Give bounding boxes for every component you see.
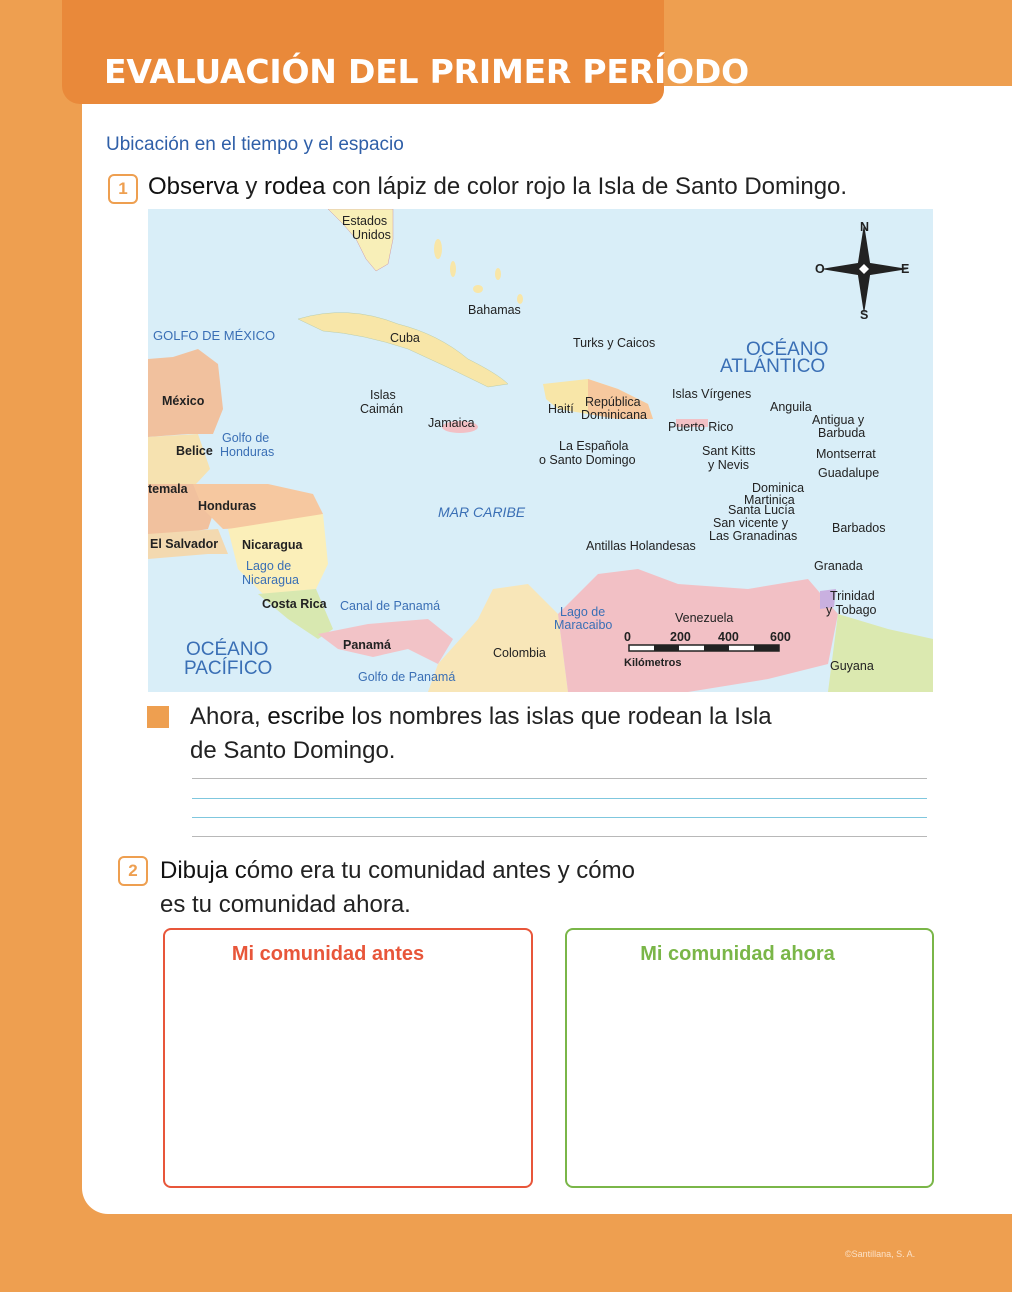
label-trinidad: Trinidad [830,589,875,603]
label-montserrat: Montserrat [816,447,876,461]
label-guyana: Guyana [830,659,874,673]
label-honduras: Honduras [198,499,257,513]
writing-line-2[interactable] [192,798,927,799]
label-lago-maracaibo-1: Lago de [560,605,606,619]
label-belice: Belice [176,444,213,458]
label-estados: Estados [342,214,388,228]
q1-verb-observa: Observa [148,173,239,200]
question-2-number: 2 [118,856,148,886]
label-barbados: Barbados [832,521,886,535]
label-nevis: y Nevis [708,458,749,472]
section-label: Ubicación en el tiempo y el espacio [106,134,404,155]
label-oceano-pacifico-2: PACÍFICO [184,658,273,679]
label-dominica: Dominica [752,481,805,495]
label-bahamas: Bahamas [468,303,521,317]
label-puerto-rico: Puerto Rico [668,420,734,434]
question-1-text [148,170,847,204]
drawing-box-before-title: Mi comunidad antes [231,943,425,965]
label-colombia: Colombia [493,646,546,660]
label-venezuela: Venezuela [675,611,734,625]
label-costa-rica: Costa Rica [262,597,327,611]
q1-instruction-rest: con lápiz de color rojo la Isla de Santo Domingo. [325,173,848,200]
label-unidos: Unidos [352,228,391,242]
label-oceano-atlantico-2: ATLÁNTICO [720,356,826,377]
label-golfo-honduras-2: Honduras [220,445,275,459]
label-guadalupe: Guadalupe [818,466,880,480]
task-text-line-1 [190,700,772,734]
scale-km: Kilómetros [624,657,682,669]
label-golfo-panama: Golfo de Panamá [358,670,456,684]
label-turks: Turks y Caicos [573,336,656,350]
scale-0: 0 [624,630,631,644]
q1-connector: y [238,173,265,200]
label-republica: República [585,395,641,409]
writing-line-1[interactable] [192,778,927,779]
label-lago-nicaragua-1: Lago de [246,559,292,573]
label-tobago: y Tobago [826,603,877,617]
label-haiti: Haití [548,402,574,416]
label-san-vicente: San vicente y [713,516,789,530]
compass-o: O [815,262,825,276]
writing-line-4[interactable] [192,836,927,837]
label-antillas: Antillas Holandesas [586,539,696,553]
label-golfo-mexico: GOLFO DE MÉXICO [153,328,276,343]
q2-verb-dibuja: Dibuja c [160,857,247,884]
label-cuba: Cuba [390,331,420,345]
label-barbuda: Barbuda [818,426,866,440]
label-oceano-pacifico-1: OCÉANO [186,639,269,660]
task-verb-escribe: escribe [267,703,345,730]
label-lago-maracaibo-2: Maracaibo [554,618,613,632]
label-saint-kitts: Sant Kitts [702,444,756,458]
question-1-number: 1 [108,174,138,204]
label-oceano-atlantico-1: OCÉANO [746,339,829,360]
page-title: EVALUACIÓN DEL PRIMER PERÍODO [104,52,749,91]
label-granadinas: Las Granadinas [709,529,798,543]
label-granada: Granada [814,559,863,573]
label-espanola-1: La Española [559,439,629,453]
label-guatemala: temala [148,482,188,496]
compass-s: S [860,308,869,322]
label-golfo-honduras-1: Golfo de [222,431,270,445]
caribbean-map [148,209,933,692]
task-bullet-square [147,706,169,728]
label-lago-nicaragua-2: Nicaragua [242,573,299,587]
mexico-shape [148,349,223,437]
label-panama: Panamá [343,638,391,652]
scale-600: 600 [770,630,791,644]
writing-line-3[interactable] [192,817,927,818]
label-el-salvador: El Salvador [150,537,219,551]
q1-verb-rodea: rodea [264,173,326,200]
label-islas: Islas [370,388,396,402]
label-antigua: Antigua y [812,413,865,427]
label-martinica: Martinica [744,493,795,507]
label-jamaica: Jamaica [428,416,475,430]
scale-200: 200 [670,630,691,644]
scale-400: 400 [718,630,739,644]
scale-bar [629,645,779,651]
label-espanola-2: o Santo Domingo [539,453,636,467]
compass-n: N [860,220,870,234]
drawing-box-before[interactable] [163,928,533,1188]
question-2-line-2: es tu comunidad ahora. [160,891,411,918]
q2-rest-1: ómo era tu comunidad antes y cómo [246,857,635,884]
task-text-a: Ahora, [190,703,268,730]
label-anguila: Anguila [770,400,812,414]
label-nicaragua: Nicaragua [242,538,303,552]
label-canal-panama: Canal de Panamá [340,599,441,613]
drawing-box-after-title: Mi comunidad ahora [640,943,835,965]
question-2-line-1 [160,854,635,888]
label-mar-caribe: MAR CARIBE [438,504,526,520]
label-islas-virgenes: Islas Vírgenes [672,387,752,401]
label-dominicana: Dominicana [581,408,648,422]
copyright: ©Santillana, S. A. [845,1249,916,1259]
label-santa-lucia: Santa Lucía [728,503,795,517]
label-caiman: Caimán [360,402,404,416]
label-mexico: México [162,394,205,408]
task-text-c: los nombres las islas que rodean la Isla [344,703,772,730]
compass-e: E [901,262,910,276]
drawing-box-after[interactable] [565,928,934,1188]
task-text-line-2: de Santo Domingo. [190,737,396,764]
